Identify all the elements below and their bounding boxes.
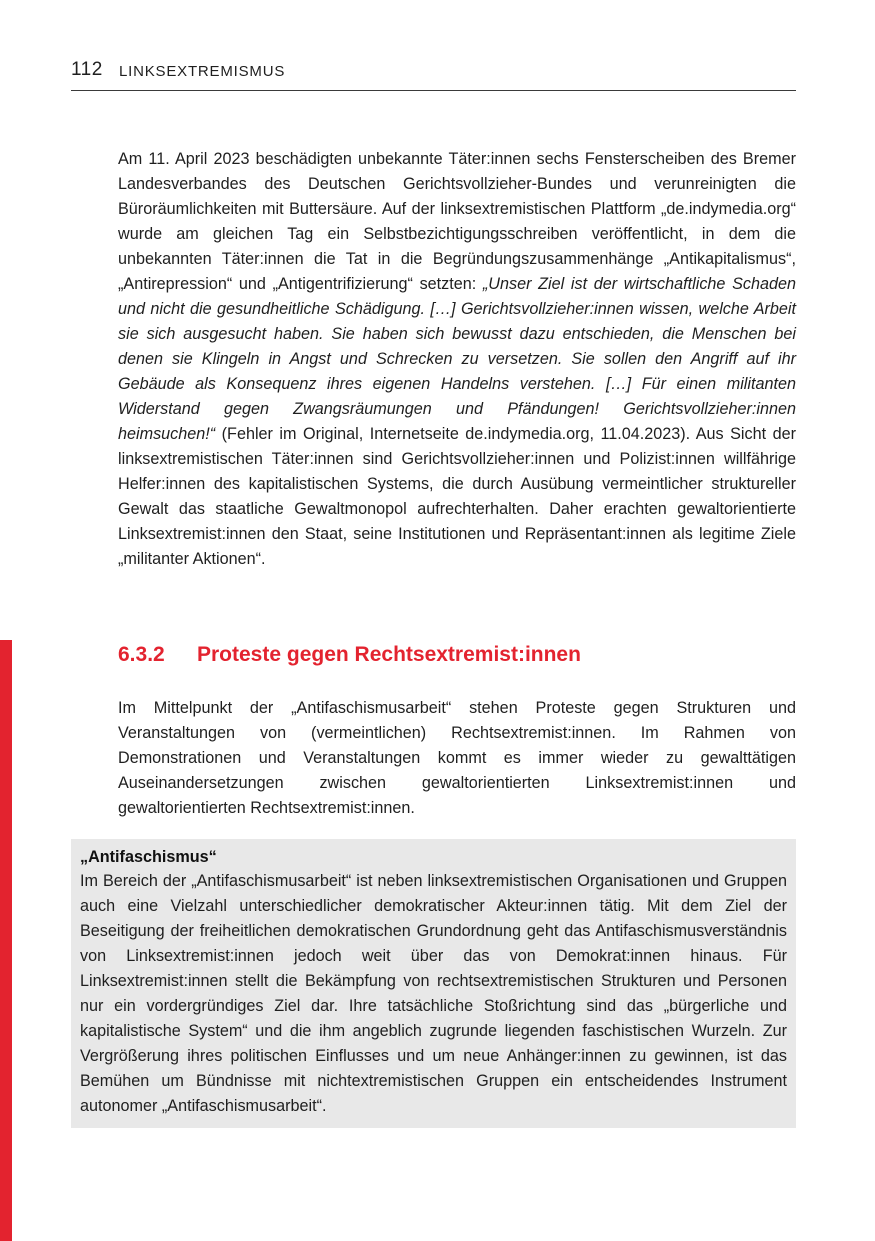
section-title: Proteste gegen Rechtsextremist:innen [197,643,581,666]
paragraph1-conclusion: (Fehler im Original, Internetseite de.indymedia.org, 11.04.2023). Aus Sicht der linksextremistischen Täter:innen sind Gerichtsvollzieher:innen und Polizist:innen willfährige Helfer:innen des kapitalistischen Systems, die durch Ausübung vermeintlicher struktureller Gewalt das staatliche Gewaltmonopol aufrechterhalten. Daher erachten gewaltorientierte Linksextremist:innen den Staat, seine Institutionen und Repräsentant:innen als legitime Ziele „militanter Aktionen“. [118,425,796,568]
section-marker-bar [0,640,12,1241]
page-number: 112 [71,59,103,80]
info-box-text: Im Bereich der „Antifaschismusarbeit“ ist neben linksextremistischen Organisationen und Gruppen auch eine Vielzahl unterschiedlicher demokratischer Akteur:innen tätig. Mit dem Ziel der Beseitigung der freiheitlichen demokratischen Grundordnung geht das Antifaschismusverständnis von Linksextremist:innen jedoch weit über das von Demokrat:innen hinaus. Für Linksextremist:innen stellt die Bekämpfung von rechtsextremistischen Strukturen und Personen nur ein vordergründiges Ziel dar. Ihre tatsächliche Stoßrichtung sind das „bürgerliche und kapitalistische System“ und die ihm angeblich zugrunde liegenden faschistischen Wurzeln. Zur Vergrößerung ihres politischen Einflusses und um neue Anhänger:innen zu gewinnen, ist das Bemühen um Bündnisse mit nichtextremistischen Gruppen ein entscheidendes Instrument autonomer „Antifaschismusarbeit“. [80,872,787,1115]
paragraph2-text: Im Mittelpunkt der „Antifaschismusarbeit“ stehen Proteste gegen Strukturen und Veranstaltungen von (vermeintlichen) Rechtsextremist:innen. Im Rahmen von Demonstrationen und Veranstaltungen kommt es immer wieder zu gewalttätigen Auseinandersetzungen zwischen gewaltorientierten Linksextremist:innen und gewaltorientierten Rechtsextremist:innen. [118,699,796,817]
section-number: 6.3.2 [118,643,165,666]
running-title: LINKSEXTREMISMUS [119,63,286,80]
body-paragraph-2 [118,696,796,821]
body-paragraph-1 [118,147,796,572]
section-heading [118,643,581,667]
paragraph1-quote: „Unser Ziel ist der wirtschaftliche Schaden und nicht die gesundheitliche Schädigung. […] Gerichtsvollzieher:innen wissen, welche Arbeit sie sich ausgesucht haben. Sie haben sich bewusst dazu entschieden, die Menschen bei denen sie Klingeln in Angst und Schrecken zu versetzen. Sie sollen den Angriff auf ihr Gebäude als Konsequenz ihres eigenen Handelns verstehen. […] Für einen militanten Widerstand gegen Zwangsräumungen und Pfändungen! Gerichtsvollzieher:innen heimsuchen!“ [118,275,796,443]
info-box [71,839,796,1128]
page-header [71,57,796,91]
paragraph1-intro: Am 11. April 2023 beschädigten unbekannte Täter:innen sechs Fensterscheiben des Bremer Landesverbandes des Deutschen Gerichtsvollzieher-Bundes und verunreinigten die Büroräumlichkeiten mit Buttersäure. Auf der linksextremistischen Plattform „de.indymedia.org“ wurde am gleichen Tag ein Selbstbezichtigungsschreiben veröffentlicht, in dem die unbekannten Täter:innen die Tat in die Begründungszusammenhänge „Antikapitalismus“, „Antirepression“ und „Antigentrifizierung“ setzten: [118,150,796,293]
info-box-title: „Antifaschismus“ [80,848,217,866]
